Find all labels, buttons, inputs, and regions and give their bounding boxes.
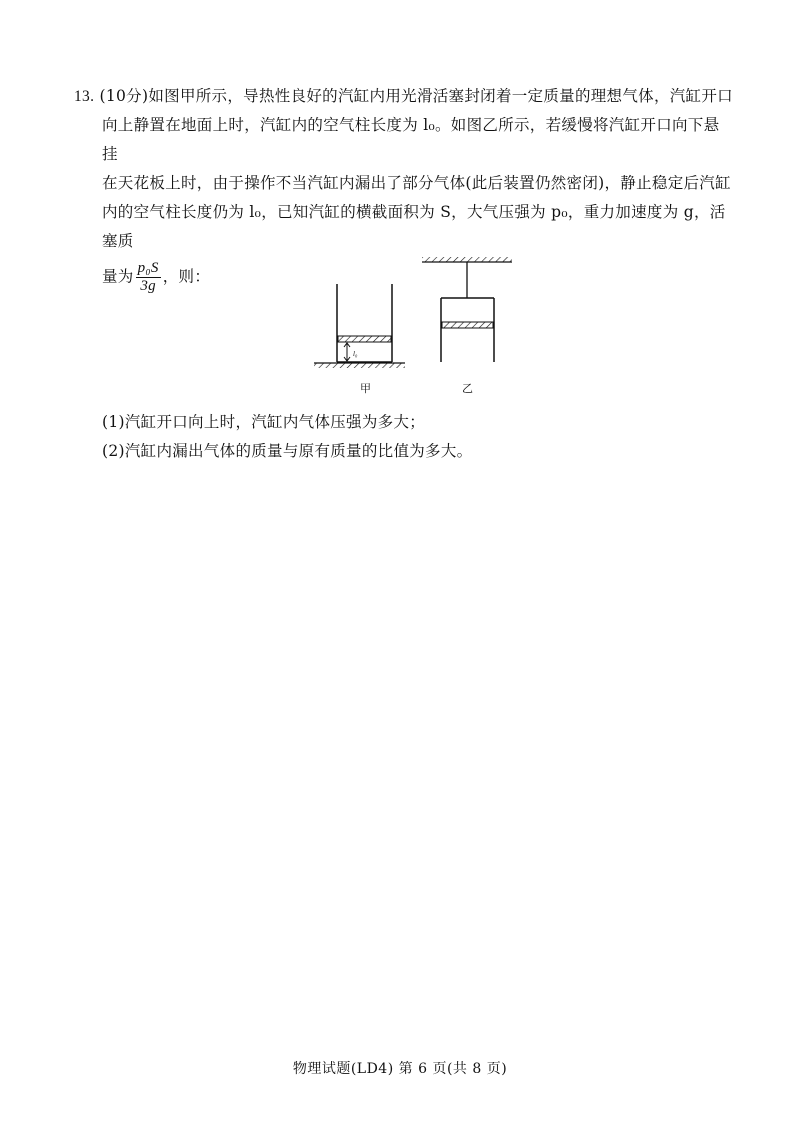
problem-line-2: 向上静置在地面上时，汽缸内的空气柱长度为 l₀。如图乙所示，若缓慢将汽缸开口向下悬挂 <box>102 116 720 163</box>
piston-a <box>338 336 391 342</box>
cylinder-figure <box>300 252 530 406</box>
piston-b <box>442 322 493 328</box>
problem-text-1: 如图甲所示，导热性良好的汽缸内用光滑活塞封闭着一定质量的理想气体，汽缸开口 <box>148 87 733 105</box>
question-1: (1)汽缸开口向上时，汽缸内气体压强为多大； <box>102 413 426 431</box>
question-list <box>102 408 472 466</box>
fraction-numerator: p₀S <box>137 260 159 276</box>
problem-text-5-prefix: 量为 <box>102 267 134 286</box>
problem-text-5-suffix: ，则： <box>162 267 211 286</box>
problem-line-1 <box>74 82 734 111</box>
ground-hatch <box>314 363 405 368</box>
problem-line-4: 内的空气柱长度仍为 l₀，已知汽缸的横截面积为 S，大气压强为 p₀，重力加速度为 g，活塞质 <box>102 203 726 250</box>
figure-label-a: 甲 <box>360 382 371 395</box>
problem-line-3: 在天花板上时，由于操作不当汽缸内漏出了部分气体(此后装置仍然密闭)，静止稳定后汽缸 <box>102 174 731 192</box>
figure-label-b: 乙 <box>462 382 473 395</box>
cylinder-b <box>422 257 512 362</box>
cylinder-diagram <box>300 252 530 402</box>
problem-number: 13. <box>74 88 95 105</box>
question-2: (2)汽缸内漏出气体的质量与原有质量的比值为多大。 <box>102 442 473 460</box>
length-label: l₀ <box>353 350 358 358</box>
page-footer: 物理试题(LD4) 第 6 页(共 8 页) <box>292 1061 508 1077</box>
piston-mass-fraction <box>136 260 161 295</box>
fraction-denominator: 3g <box>140 278 156 294</box>
cylinder-a <box>314 284 405 368</box>
problem-score: (10分) <box>99 87 149 105</box>
ceiling-hatch <box>422 257 512 262</box>
